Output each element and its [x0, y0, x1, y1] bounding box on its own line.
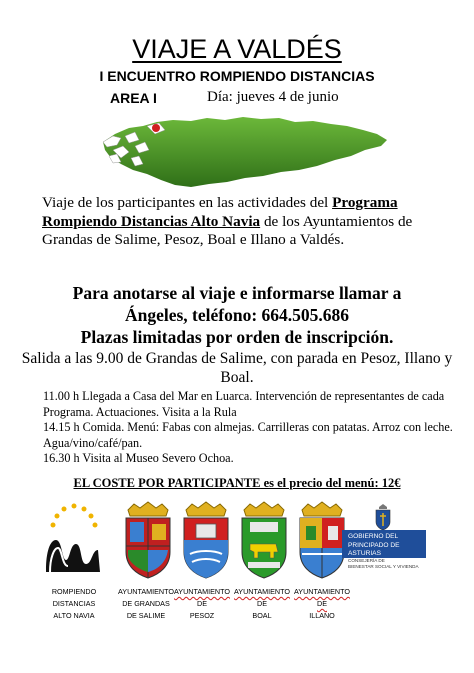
price-text: es el precio del menú: 12€: [260, 476, 401, 490]
logo-caption-grandas: AYUNTAMIENTO DE GRANDAS DE SALIME: [118, 587, 174, 620]
pesoz-coat-of-arms-icon: [178, 500, 234, 582]
intro-text-2: de los Ayuntamientos de Grandas de Salime, Pesoz, Boal e Illano a Valdés.: [42, 212, 413, 248]
schedule: [43, 389, 453, 467]
gobierno-line-1: GOBIERNO DEL: [348, 533, 399, 540]
boal-coat-of-arms-icon: [236, 500, 292, 582]
schedule-item: 16.30 h Visita al Museo Severo Ochoa.: [43, 451, 234, 465]
asturias-crest-icon: [374, 504, 392, 530]
page-title: VIAJE A VALDÉS: [132, 34, 342, 64]
area-label: AREA I: [110, 90, 157, 106]
price-label: EL COSTE POR PARTICIPANTE: [73, 476, 261, 490]
logo-caption-rompiendo: ROMPIENDO DISTANCIAS ALTO NAVIA: [51, 587, 97, 620]
logo-caption-boal: AYUNTAMIENTO DE BOAL: [234, 587, 290, 620]
contact-line-1: Para anotarse al viaje e informarse llamar a: [72, 283, 402, 303]
gobierno-consejeria: CONSEJERÍA DE BIENESTAR SOCIAL Y VIVIENDA: [348, 558, 419, 569]
departure-info: Salida a las 9.00 de Grandas de Salime, con parada en Pesoz, Illano y Boal.: [21, 350, 453, 386]
grandas-de-salime-coat-of-arms-icon: [120, 500, 176, 582]
contact-info: [20, 282, 454, 326]
price-info: [0, 476, 474, 491]
rompiendo-distancias-logo: [40, 500, 108, 582]
gobierno-asturias-badge: [342, 530, 426, 558]
asturias-map: [95, 112, 395, 192]
schedule-item: 14.15 h Comida. Menú: Fabas con almejas. Carrilleras con patatas. Arroz con leche. Agua/vino/café/pan.: [43, 420, 453, 450]
gobierno-line-2: PRINCIPADO DE ASTURIAS: [348, 541, 400, 557]
event-date: Día: jueves 4 de junio: [207, 89, 339, 105]
program-name: Programa Rompiendo Distancias Alto Navia: [42, 194, 398, 230]
page-subtitle: I ENCUENTRO ROMPIENDO DISTANCIAS: [99, 68, 375, 84]
logo-caption-illano: AYUNTAMIENTO DE ILLANO: [294, 587, 350, 620]
schedule-item: 11.00 h Llegada a Casa del Mar en Luarca. Intervención de representantes de cada Programa. Actuaciones. Visita a la Rula: [43, 389, 445, 419]
logo-caption-pesoz: AYUNTAMIENTO DE PESOZ: [174, 587, 230, 620]
intro-text: Viaje de los participantes en las actividades del: [42, 194, 329, 211]
contact-line-2: Ángeles, teléfono: 664.505.686: [124, 305, 350, 325]
intro-paragraph: [42, 194, 442, 250]
limited-places: Plazas limitadas por orden de inscripción.: [80, 327, 394, 347]
